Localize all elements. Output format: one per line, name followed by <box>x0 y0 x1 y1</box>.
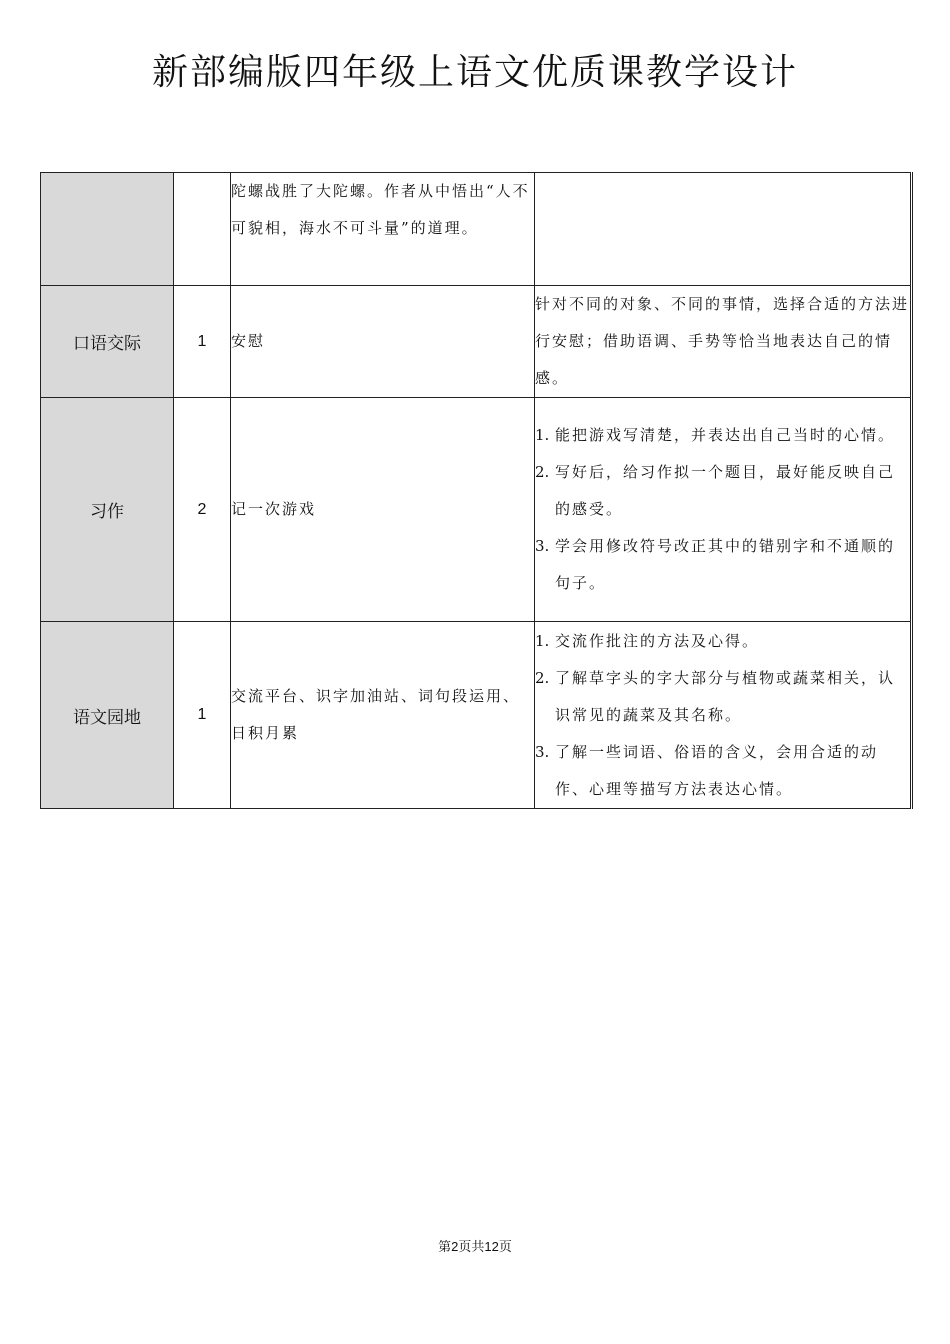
goal-text: 了解草字头的字大部分与植物或蔬菜相关，认识常见的蔬菜及其名称。 <box>555 668 896 724</box>
category-cell: 习作 <box>41 398 174 622</box>
goal-number: 1. <box>535 426 550 444</box>
goals-cell <box>535 173 912 286</box>
goal-item <box>535 623 910 660</box>
page-title: 新部编版四年级上语文优质课教学设计 <box>151 52 798 93</box>
hours-cell: 1 <box>174 286 231 398</box>
goal-item <box>535 454 910 528</box>
goals-cell: 针对不同的对象、不同的事情，选择合适的方法进行安慰；借助语调、手势等恰当地表达自己的情感。 <box>535 286 912 398</box>
goal-item <box>535 660 910 734</box>
content-cell: 陀螺战胜了大陀螺。作者从中悟出“人不可貌相，海水不可斗量”的道理。 <box>231 173 535 286</box>
goals-cell <box>535 398 912 622</box>
goal-item <box>535 528 910 602</box>
goal-number: 2. <box>535 668 550 687</box>
table-row <box>41 398 912 622</box>
goal-text: 学会用修改符号改正其中的错别字和不通顺的句子。 <box>555 537 896 592</box>
goal-number: 1. <box>535 631 550 650</box>
table-row <box>41 622 912 809</box>
goals-cell <box>535 622 912 809</box>
goal-text: 了解一些词语、俗语的含义，会用合适的动作、心理等描写方法表达心情。 <box>555 742 879 798</box>
hours-cell <box>174 173 231 286</box>
goal-text: 交流作批注的方法及心得。 <box>555 631 760 650</box>
goal-number: 2. <box>535 463 550 481</box>
page-footer: 第2页共12页 <box>438 1239 512 1254</box>
goal-text: 能把游戏写清楚，并表达出自己当时的心情。 <box>555 426 896 444</box>
hours-cell: 1 <box>174 622 231 809</box>
goal-number: 3. <box>535 537 550 555</box>
goal-item <box>535 734 910 808</box>
goal-number: 3. <box>535 742 550 761</box>
content-cell: 安慰 <box>231 286 535 398</box>
category-cell: 口语交际 <box>41 286 174 398</box>
goal-text: 写好后，给习作拟一个题目，最好能反映自己的感受。 <box>555 463 896 518</box>
hours-cell: 2 <box>174 398 231 622</box>
content-cell: 记一次游戏 <box>231 398 535 622</box>
table-row <box>41 286 912 398</box>
goal-item <box>535 417 910 454</box>
table-row <box>41 173 912 286</box>
content-cell: 交流平台、识字加油站、词句段运用、日积月累 <box>231 622 535 809</box>
lesson-plan-table <box>40 172 913 809</box>
category-cell: 语文园地 <box>41 622 174 809</box>
category-cell <box>41 173 174 286</box>
